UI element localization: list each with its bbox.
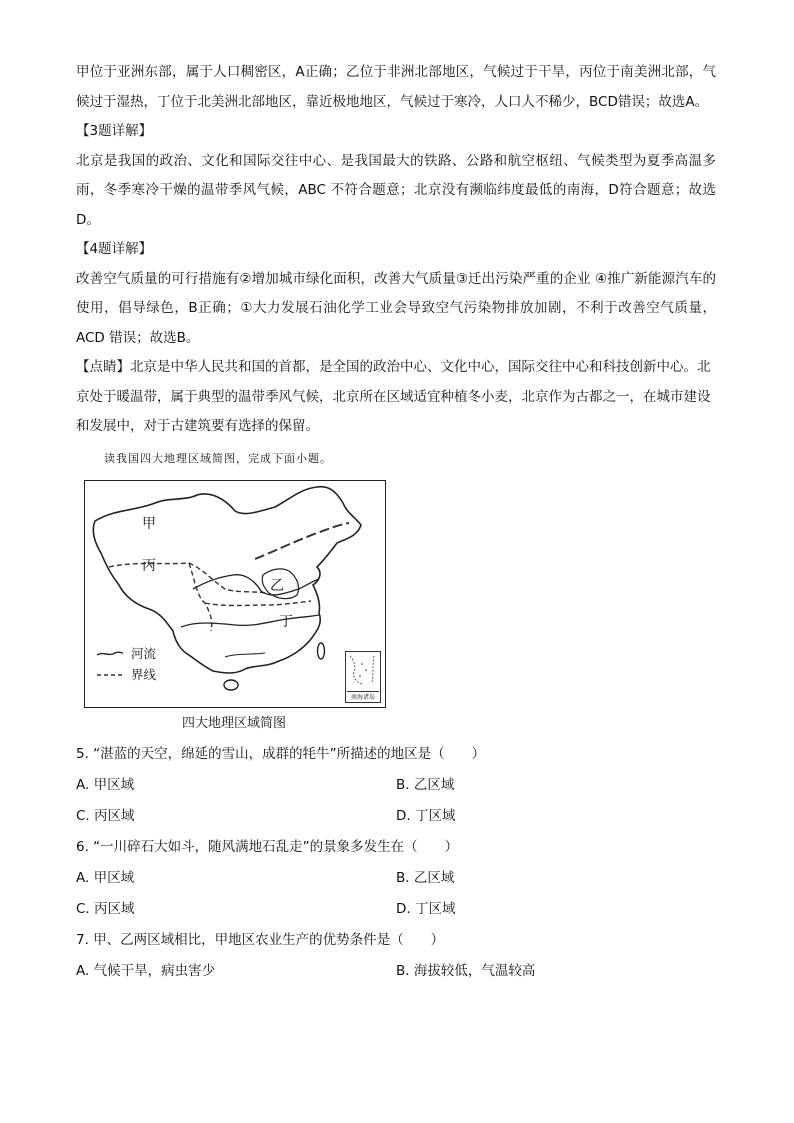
document-page bbox=[76, 58, 716, 987]
river-yangtze bbox=[181, 615, 319, 627]
question-6-option-c[interactable]: C. 丙区域 bbox=[76, 900, 135, 917]
key-point-text: 北京是中华人民共和国的首都，是全国的政治中心、文化中心，国际交往中心和科技创新中心。北京处于暖温带，属于典型的温带季风气候，北京所在区域适宜种植冬小麦，北京作为古都之一，在城市建设和发展中，对于古建筑要有选择的保留。 bbox=[76, 359, 711, 434]
map-title: 四大地理区域简图 bbox=[181, 715, 286, 731]
question-5-options-row-2 bbox=[76, 801, 716, 832]
question-7-option-b[interactable]: B. 海拔较低，气温较高 bbox=[396, 962, 536, 979]
question-5-stem: 5. “湛蓝的天空，绵延的雪山，成群的牦牛”所描述的地区是（ ） bbox=[76, 745, 486, 762]
question-5-option-c[interactable]: C. 丙区域 bbox=[76, 807, 135, 824]
taiwan-island bbox=[318, 643, 325, 659]
china-outline-map bbox=[85, 481, 385, 707]
question-5-option-d[interactable]: D. 丁区域 bbox=[396, 807, 456, 824]
region-label-jia: 甲 bbox=[142, 515, 156, 532]
question-5-options-row-1 bbox=[76, 770, 716, 801]
boundary-north-west bbox=[109, 563, 265, 593]
answer-paragraph-3: 北京是我国的政治、文化和国际交往中心、是我国最大的铁路、公路和航空枢纽、气候类型为夏季高温多雨，冬季寒冷干燥的温带季风气候，ABC 不符合题意；北京没有濒临纬度最低的南海，D符合题意；故选D。 bbox=[76, 152, 716, 228]
question-6-options-row-1 bbox=[76, 863, 716, 894]
inset-map bbox=[346, 652, 380, 690]
q3-detail-heading: 【3题详解】 bbox=[76, 123, 153, 139]
map-figure bbox=[84, 480, 386, 731]
question-6-option-d[interactable]: D. 丁区域 bbox=[396, 900, 456, 917]
map-instruction: 读我国四大地理区域简图，完成下面小题。 bbox=[104, 451, 332, 465]
legend-boundary-label: 界线 bbox=[131, 666, 157, 682]
boundary-plateau bbox=[189, 563, 212, 631]
map-frame bbox=[84, 480, 386, 708]
region-label-ding: 丁 bbox=[279, 613, 293, 630]
question-7-options-row-1 bbox=[76, 956, 716, 987]
question-5-option-a[interactable]: A. 甲区域 bbox=[76, 776, 135, 793]
region-label-bing: 丙 bbox=[142, 557, 156, 574]
south-china-sea-inset bbox=[345, 651, 381, 703]
answer-paragraph-2: 甲位于亚洲东部，属于人口稠密区，A正确；乙位于非洲北部地区，气候过于干旱，丙位于南美洲北部，气候过于湿热，丁位于北美洲北部地区，靠近极地地区，气候过于寒冷，人口人不稀少，BCD错误；故选A。 bbox=[76, 64, 716, 110]
question-6-options-row-2 bbox=[76, 894, 716, 925]
question-7-stem: 7. 甲、乙两区域相比，甲地区农业生产的优势条件是（ ） bbox=[76, 931, 445, 948]
boundary-qinling bbox=[205, 601, 311, 606]
key-point-label: 【点睛】 bbox=[76, 359, 130, 375]
inset-label: 南海诸岛 bbox=[347, 691, 379, 701]
question-6-stem: 6. “一川碎石大如斗，随风满地石乱走”的景象多发生在（ ） bbox=[76, 838, 459, 855]
hainan-island bbox=[224, 680, 238, 690]
answer-paragraph-4: 改善空气质量的可行措施有②增加城市绿化面积，改善大气质量③迁出污染严重的企业 ④推广新能源汽车的使用，倡导绿色，B正确；①大力发展石油化学工业会导致空气污染物排放加剧，不利于改善空气质量，ACD 错误；故选B。 bbox=[76, 270, 716, 346]
region-label-yi: 乙 bbox=[270, 577, 284, 594]
question-5-option-b[interactable]: B. 乙区域 bbox=[396, 776, 455, 793]
question-6-option-b[interactable]: B. 乙区域 bbox=[396, 869, 455, 886]
question-7-option-a[interactable]: A. 气候干旱，病虫害少 bbox=[76, 962, 216, 979]
river-pearl bbox=[225, 653, 265, 657]
legend-river-label: 河流 bbox=[131, 645, 157, 661]
q4-detail-heading: 【4题详解】 bbox=[76, 241, 153, 257]
question-6-option-a[interactable]: A. 甲区域 bbox=[76, 869, 135, 886]
key-point-paragraph bbox=[76, 353, 716, 442]
boundary-north-northeast bbox=[255, 523, 349, 559]
questions-block bbox=[76, 739, 716, 987]
legend-river-symbol bbox=[97, 652, 123, 655]
